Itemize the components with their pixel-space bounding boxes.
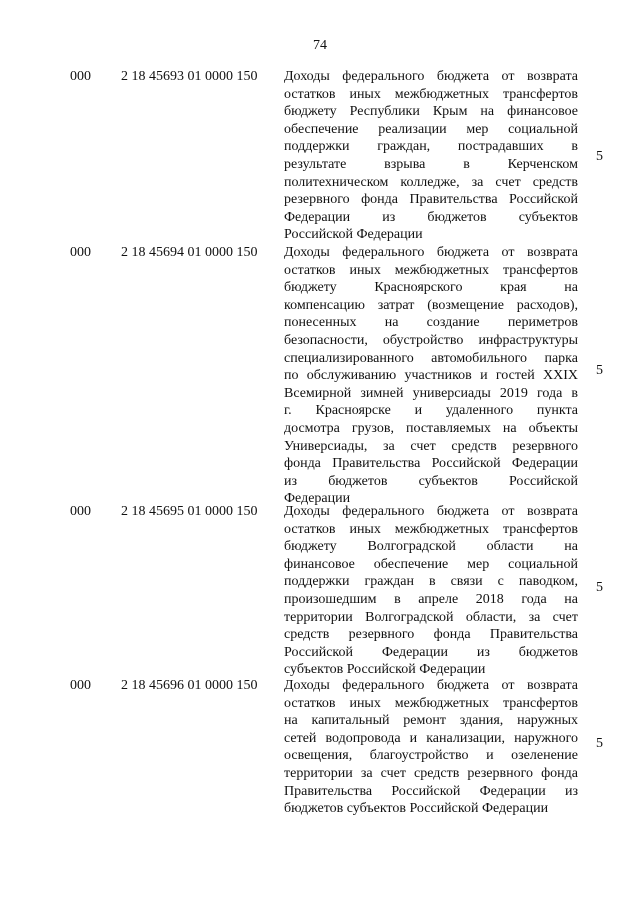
description-line: по обслуживанию участников и гостей XXIX — [284, 368, 578, 384]
description-line: поддержки граждан в связи с паводком, — [284, 574, 578, 590]
description-line: результате взрыва в Керченском — [284, 156, 578, 172]
description-line: Российской Федерации — [284, 227, 423, 243]
description-line: остатков иных межбюджетных трансфертов — [284, 521, 578, 537]
description-line: резервного фонда Правительства Российской — [284, 192, 578, 208]
description-line: понесенных на создание периметров — [284, 315, 578, 331]
admin-code: 000 — [70, 245, 91, 260]
description-line: Универсиады, за счет средств резервного — [284, 438, 578, 454]
distribution-norm: 5 — [596, 363, 603, 378]
budget-classification-code: 2 18 45694 01 0000 150 — [121, 245, 258, 260]
description-line: политехническом колледже, за счет средств — [284, 174, 578, 190]
description-line: финансовое обеспечение мер социальной — [284, 556, 578, 572]
description-line: Доходы федерального бюджета от возврата — [284, 69, 578, 84]
description-line: Федерации — [284, 491, 351, 507]
description-line: средств резервного фонда Правительства — [284, 627, 578, 643]
description-line: бюджету Красноярского края на — [284, 280, 578, 296]
revenue-description — [284, 68, 578, 244]
revenue-description — [284, 677, 578, 818]
description-line: бюджетов субъектов Российской Федерации — [284, 801, 549, 817]
distribution-norm: 5 — [596, 736, 603, 751]
description-line: бюджету Волгоградской области на — [284, 539, 578, 555]
page-number: 74 — [313, 38, 327, 53]
budget-classification-code: 2 18 45693 01 0000 150 — [121, 69, 258, 84]
description-line: бюджету Республики Крым на финансовое — [284, 104, 578, 120]
description-line: сетей водопровода и канализации, наружного — [284, 730, 578, 746]
distribution-norm: 5 — [596, 149, 603, 164]
description-line: г. Красноярске и удаленного пункта — [284, 403, 578, 419]
description-line: Доходы федерального бюджета от возврата — [284, 245, 578, 260]
description-line: поддержки граждан, пострадавших в — [284, 139, 578, 155]
description-line: фонда Правительства Российской Федерации — [284, 456, 578, 472]
description-line: остатков иных межбюджетных трансфертов — [284, 695, 578, 711]
description-line: территории Волгоградской области, за счет — [284, 609, 578, 625]
description-line: безопасности, обустройство инфраструктуры — [284, 332, 578, 348]
description-line: Доходы федерального бюджета от возврата — [284, 678, 578, 693]
description-line: Правительства Российской Федерации из — [284, 783, 578, 799]
budget-classification-code: 2 18 45695 01 0000 150 — [121, 504, 258, 519]
description-line: Российской Федерации из бюджетов — [284, 644, 578, 660]
description-line: на капитальный ремонт здания, наружных — [284, 713, 578, 729]
description-line: Федерации из бюджетов субъектов — [284, 209, 578, 225]
description-line: Всемирной зимней универсиады 2019 года в — [284, 385, 578, 401]
description-line: из бюджетов субъектов Российской — [284, 473, 578, 489]
description-line: компенсацию затрат (возмещение расходов), — [284, 297, 578, 313]
description-line: территории за счет средств резервного фонда — [284, 765, 578, 781]
description-line: досмотра грузов, поставляемых на объекты — [284, 420, 578, 436]
revenue-description — [284, 503, 578, 679]
revenue-description — [284, 244, 578, 508]
description-line: освещения, благоустройство и озеленение — [284, 748, 578, 764]
admin-code: 000 — [70, 504, 91, 519]
description-line: субъектов Российской Федерации — [284, 662, 486, 678]
description-line: произошедшим в апреле 2018 года на — [284, 591, 578, 607]
description-line: обеспечение реализации мер социальной — [284, 121, 578, 137]
description-line: Доходы федерального бюджета от возврата — [284, 504, 578, 519]
description-line: остатков иных межбюджетных трансфертов — [284, 262, 578, 278]
admin-code: 000 — [70, 69, 91, 84]
admin-code: 000 — [70, 678, 91, 693]
description-line: специализированного автомобильного парка — [284, 350, 578, 366]
distribution-norm: 5 — [596, 580, 603, 595]
budget-classification-code: 2 18 45696 01 0000 150 — [121, 678, 258, 693]
description-line: остатков иных межбюджетных трансфертов — [284, 86, 578, 102]
